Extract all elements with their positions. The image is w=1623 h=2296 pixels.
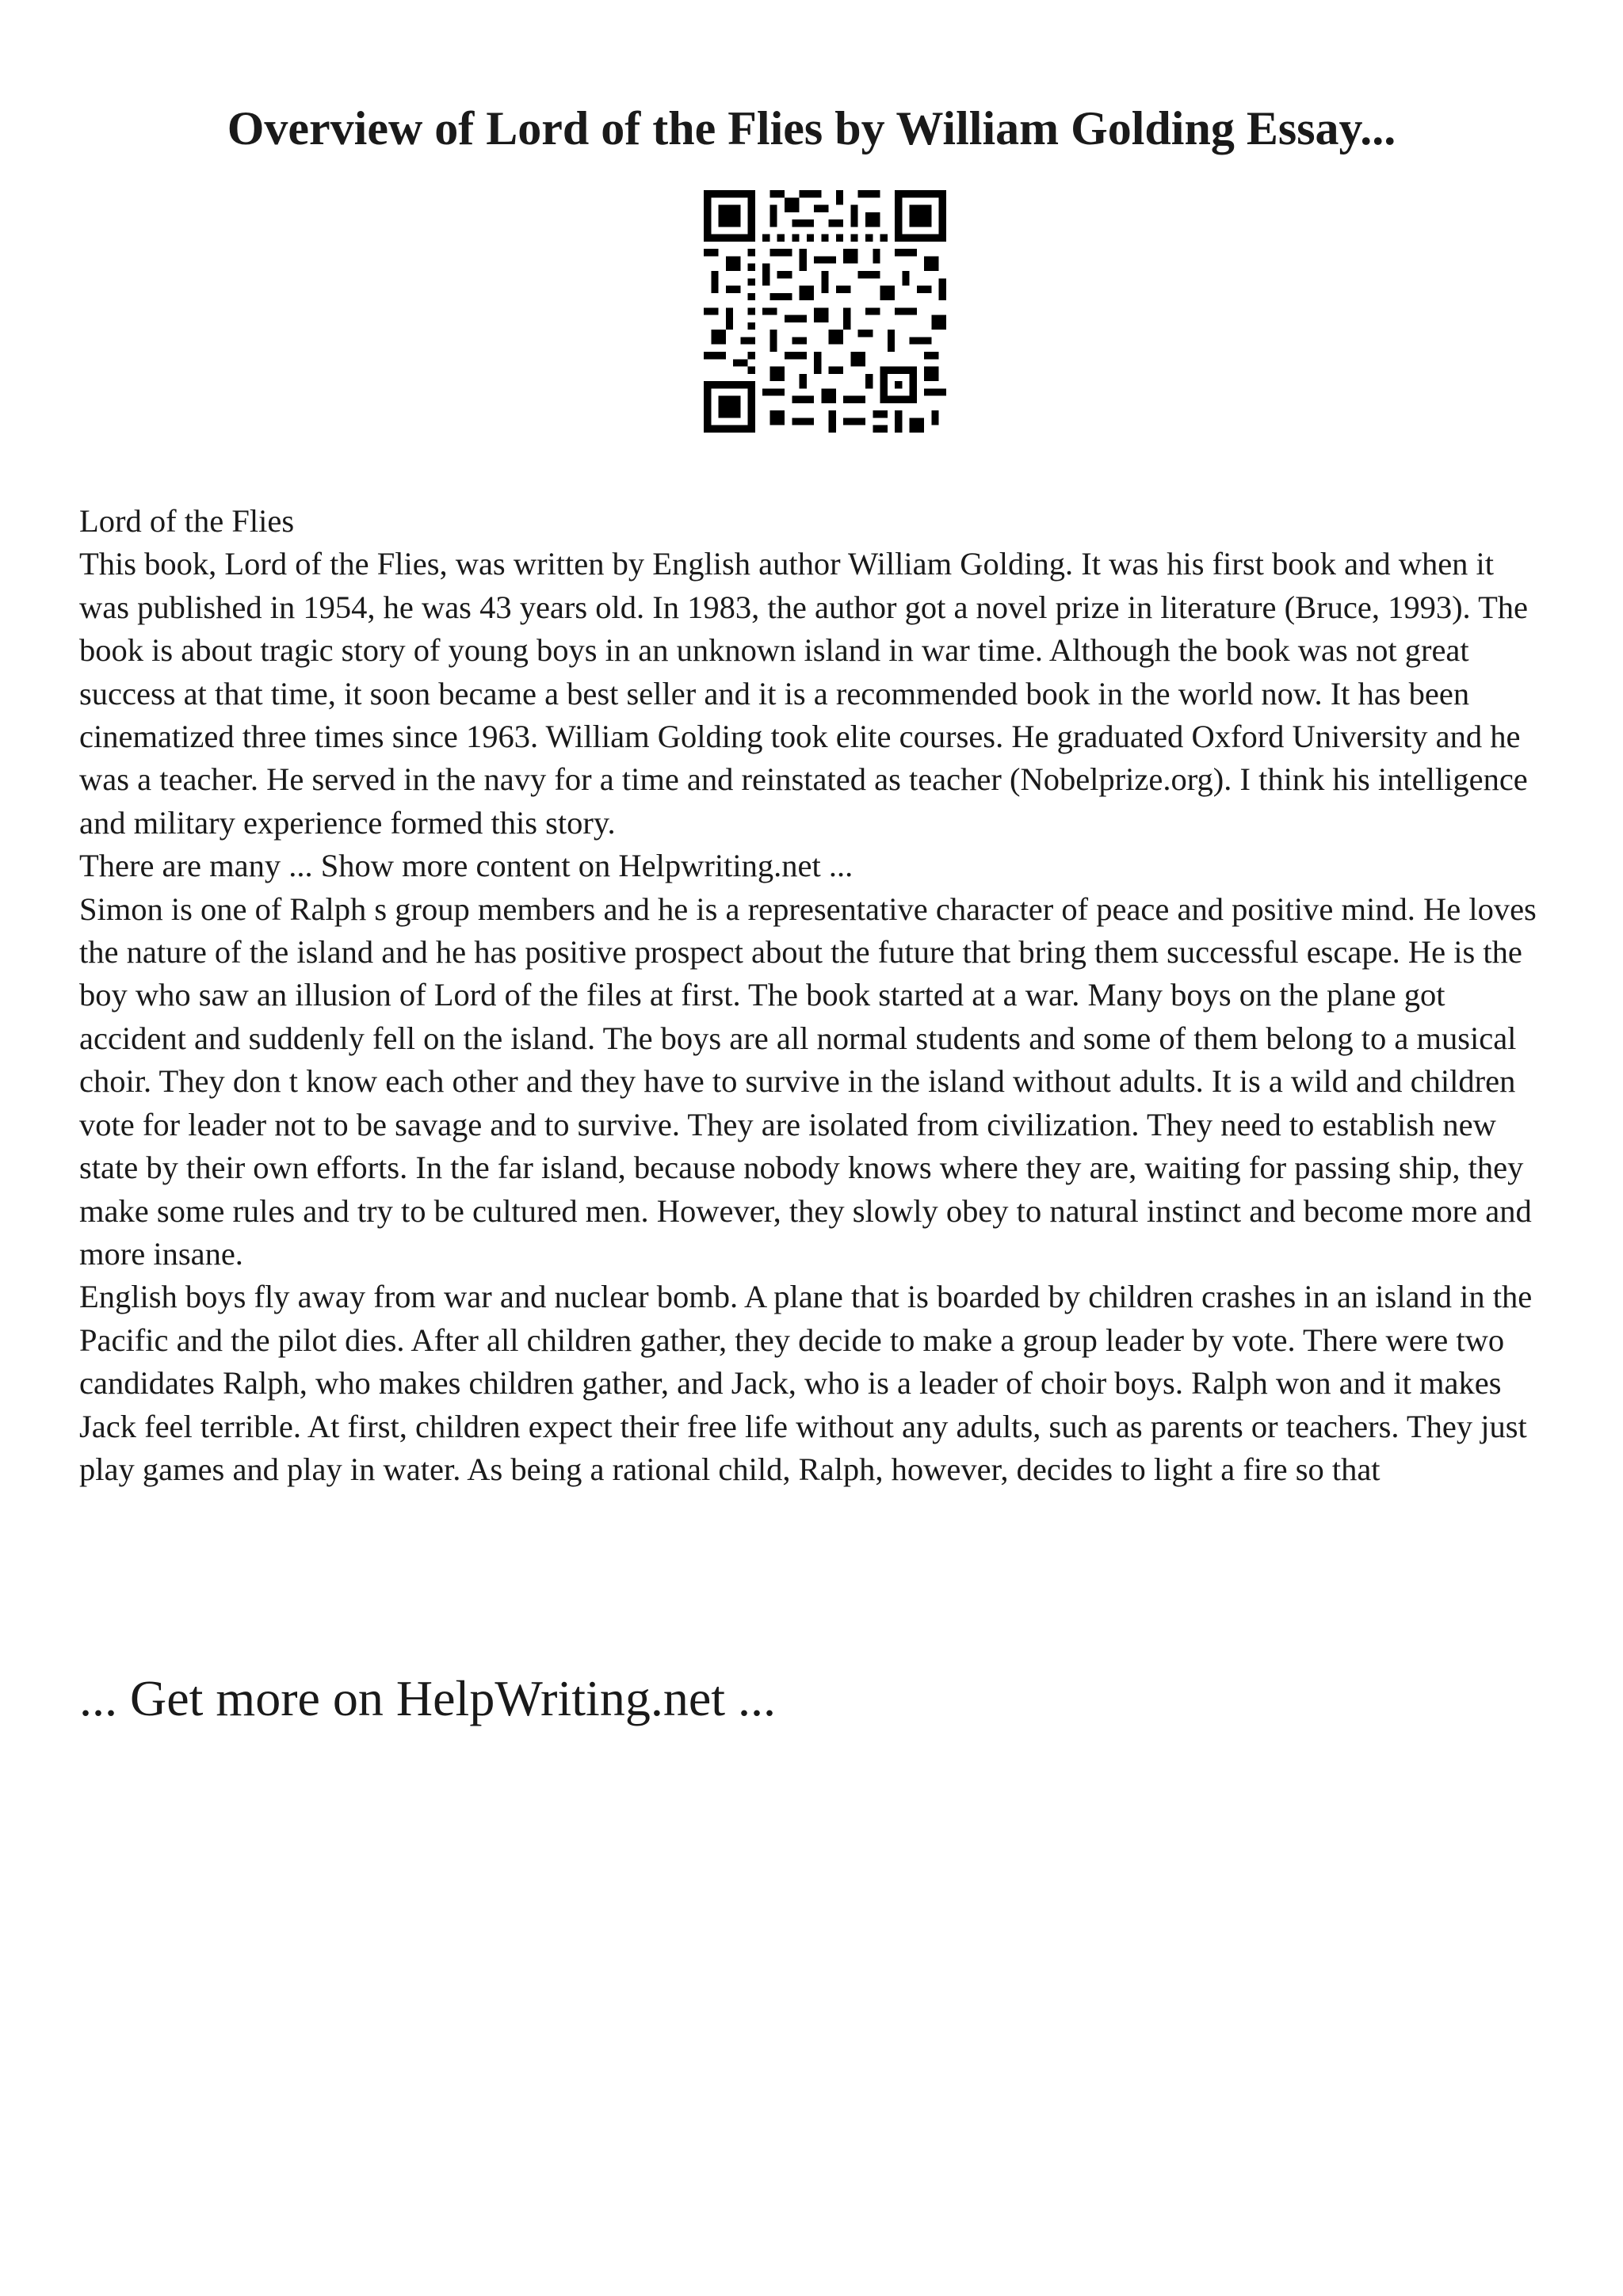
document-title: Overview of Lord of the Flies by William Golding Essay... <box>227 102 1396 154</box>
essay-paragraph: This book, Lord of the Flies, was written by English author William Golding. It was his first book and when it was published in 1954, he was 43 years old. In 1983, the author got a novel prize in literature (Bruce, 1993). The book is about tragic story of young boys in an unknown island in war time. Although the book was not great success at that time, it soon became a best seller and it is a recommended book in the world now. It has been cinematized three times since 1963. William Golding took elite courses. He graduated Oxford University and he was a teacher. He served in the navy for a time and reinstated as teacher (Nobelprize.org). I think his intelligence and military experience formed this story. <box>79 546 1529 841</box>
qr-code-icon <box>704 190 946 433</box>
get-more-link[interactable]: ... Get more on HelpWriting.net ... <box>79 1670 776 1726</box>
show-more-line: There are many ... Show more content on Helpwriting.net ... <box>79 848 854 884</box>
essay-paragraph: English boys fly away from war and nuclear bomb. A plane that is boarded by children crashes in an island in the Pacific and the pilot dies. After all children gather, they decide to make a group leader by vote. There were two candidates Ralph, who makes children gather, and Jack, who is a leader of choir boys. Ralph won and it makes Jack feel terrible. At first, children expect their free life without any adults, such as parents or teachers. They just play games and play in water. As being a rational child, Ralph, however, decides to light a fire so that <box>79 1279 1533 1487</box>
essay-paragraph: Simon is one of Ralph s group members and he is a representative character of peace and positive mind. He loves the nature of the island and he has positive prospect about the future that bring them successful escape. He is the boy who saw an illusion of Lord of the files at first. The book started at a war. Many boys on the plane got accident and suddenly fell on the island. The boys are all normal students and some of them belong to a musical choir. They don t know each other and they have to survive in the island without adults. It is a wild and children vote for leader not to be savage and to survive. They are isolated from civilization. They need to establish new state by their own efforts. In the far island, because nobody knows where they are, waiting for passing ship, they make some rules and try to be cultured men. However, they slowly obey to natural instinct and become more and more insane. <box>79 891 1537 1272</box>
essay-body <box>79 500 1545 1491</box>
essay-heading: Lord of the Flies <box>79 503 295 539</box>
